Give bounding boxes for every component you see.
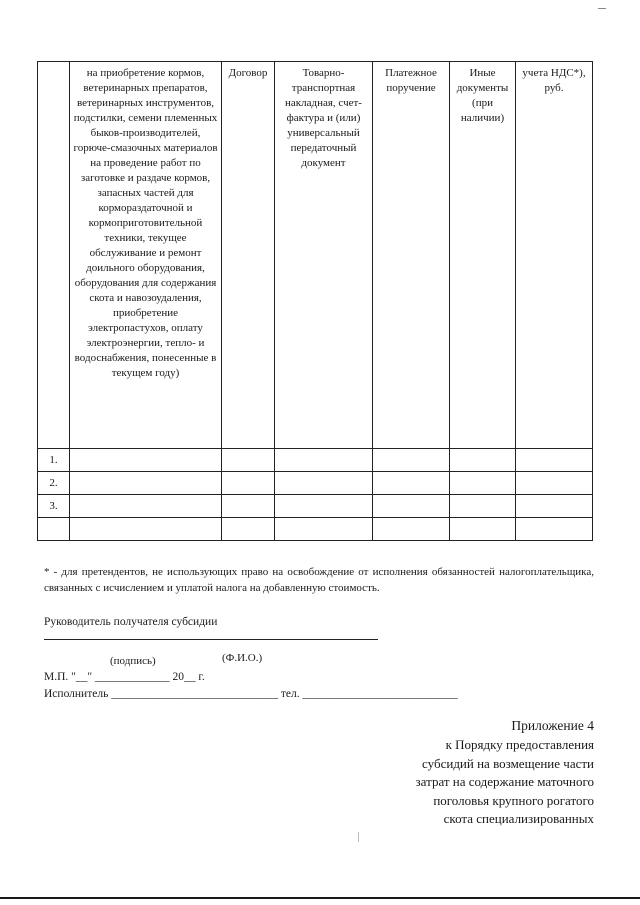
header-cell-vat-amount: учета НДС*), руб. <box>516 62 593 449</box>
scan-mark <box>358 832 359 842</box>
header-cell-payment-order: Платежное поручение <box>373 62 450 449</box>
table-cell <box>373 472 450 495</box>
header-cell-contract: Договор <box>222 62 275 449</box>
table-row <box>38 472 593 495</box>
row-number: 3. <box>38 495 70 518</box>
table-cell <box>275 472 373 495</box>
table-cell <box>516 472 593 495</box>
table-cell <box>516 495 593 518</box>
executor-phone-line: Исполнитель _____________________________ тел. ___________________________ <box>44 688 458 700</box>
full-name-caption: (Ф.И.О.) <box>222 652 263 664</box>
expenses-table <box>37 61 593 541</box>
vat-footnote: * - для претендентов, не использующих право на освобождение от исполнения обязанностей налогоплательщика, связанных с исчислением и уплатой налога на добавленную стоимость. <box>44 566 594 594</box>
table-cell <box>222 472 275 495</box>
table-cell <box>222 449 275 472</box>
table-cell <box>373 495 450 518</box>
appendix-block <box>380 716 594 829</box>
row-number: 2. <box>38 472 70 495</box>
table-cell <box>275 495 373 518</box>
table-cell <box>450 518 516 541</box>
header-cell-number <box>38 62 70 449</box>
table-cell <box>222 495 275 518</box>
appendix-line: затрат на содержание маточного <box>415 774 594 789</box>
table-cell <box>450 495 516 518</box>
table-cell <box>70 518 222 541</box>
header-cell-invoice: Товарно-транспортная накладная, счет-фактура и (или) универсальный передаточный документ <box>275 62 373 449</box>
table-cell <box>275 449 373 472</box>
signature-caption: (подпись) <box>110 655 156 667</box>
header-cell-expense-purpose: на приобретение кормов, ветеринарных препаратов, ветеринарных инструментов, подстилки, семени племенных быков-производителей, горюче-смазочных материалов на проведение работ по заготовке и раздаче кормов, запасных частей для кормораздаточной и кормоприготовительной техники, текущее обслуживание и ремонт доильного оборудования, оборудования для содержания скота и навозоудаления, приобретение электропастухов, оплату электроэнергии, тепло- и водоснабжения, понесенные в текущем году) <box>70 62 222 449</box>
appendix-line: к Порядку предоставления <box>445 737 594 752</box>
page-bottom-rule <box>0 897 640 899</box>
table-cell <box>450 472 516 495</box>
table-cell <box>222 518 275 541</box>
table-cell <box>373 518 450 541</box>
appendix-title: Приложение 4 <box>511 718 594 733</box>
table-cell <box>275 518 373 541</box>
scan-mark <box>598 8 606 9</box>
signature-line <box>44 639 378 640</box>
appendix-line: поголовья крупного рогатого <box>433 792 594 808</box>
table-cell <box>516 518 593 541</box>
table-cell <box>70 495 222 518</box>
table-cell <box>450 449 516 472</box>
stamp-date-line: М.П. "__" _____________ 20__ г. <box>44 671 205 683</box>
appendix-line: субсидий на возмещение части <box>422 755 594 771</box>
table-cell <box>516 449 593 472</box>
table-row <box>38 449 593 472</box>
recipient-head-label: Руководитель получателя субсидии <box>44 616 218 628</box>
table-row <box>38 495 593 518</box>
table-cell <box>70 472 222 495</box>
row-number <box>38 518 70 541</box>
table-header-row <box>38 62 593 449</box>
table-row <box>38 518 593 541</box>
appendix-line: скота специализированных <box>443 811 594 826</box>
table-cell <box>373 449 450 472</box>
table-cell <box>70 449 222 472</box>
header-cell-other-docs: Иные документы (при наличии) <box>450 62 516 449</box>
row-number: 1. <box>38 449 70 472</box>
